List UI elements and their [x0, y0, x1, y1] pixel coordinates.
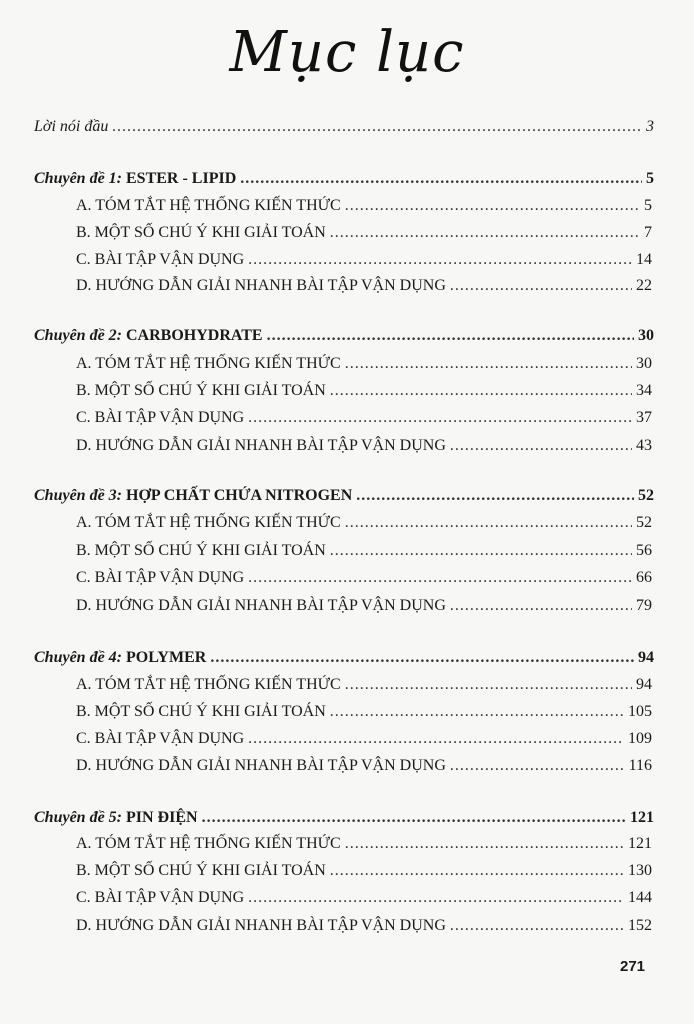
dot-leader [450, 917, 624, 935]
section-label: C. BÀI TẬP VẬN DỤNG [76, 889, 245, 906]
section-page: 5 [644, 197, 652, 214]
dot-leader [450, 757, 625, 775]
dot-leader [112, 118, 642, 136]
chapter-page: 121 [630, 809, 654, 826]
chapter-page: 5 [646, 170, 654, 187]
toc-chapter-5[interactable] [34, 809, 654, 827]
section-label: A. TÓM TẮT HỆ THỐNG KIẾN THỨC [76, 355, 341, 372]
toc-entry-intro[interactable] [34, 118, 654, 136]
dot-leader [267, 327, 634, 345]
toc-section[interactable] [76, 355, 652, 373]
toc-section[interactable] [76, 730, 652, 748]
chapter-label [34, 170, 236, 188]
dot-leader [248, 569, 632, 587]
section-page: 43 [636, 437, 652, 454]
dot-leader [345, 676, 632, 694]
chapter-page: 94 [638, 649, 654, 666]
dot-leader [248, 409, 632, 427]
chapter-name: ESTER - LIPID [126, 170, 237, 187]
toc-section[interactable] [76, 597, 652, 615]
chapter-label [34, 327, 263, 345]
dot-leader [330, 703, 624, 721]
toc-section[interactable] [76, 835, 652, 853]
toc-section[interactable] [76, 757, 652, 775]
chapter-label [34, 649, 206, 667]
dot-leader [240, 170, 642, 188]
toc-section[interactable] [76, 251, 652, 269]
dot-leader [330, 224, 640, 242]
section-label: B. MỘT SỐ CHÚ Ý KHI GIẢI TOÁN [76, 542, 326, 559]
section-label: B. MỘT SỐ CHÚ Ý KHI GIẢI TOÁN [76, 224, 326, 241]
toc-section[interactable] [76, 409, 652, 427]
section-label: A. TÓM TẮT HỆ THỐNG KIẾN THỨC [76, 835, 341, 852]
toc-chapter-4[interactable] [34, 649, 654, 667]
toc-section[interactable] [76, 569, 652, 587]
section-label: B. MỘT SỐ CHÚ Ý KHI GIẢI TOÁN [76, 703, 326, 720]
dot-leader [345, 514, 632, 532]
section-label: A. TÓM TẮT HỆ THỐNG KIẾN THỨC [76, 676, 341, 693]
toc-entry-page: 3 [646, 118, 654, 135]
chapter-prefix: Chuyên đề 3: [34, 487, 122, 504]
section-page: 105 [628, 703, 652, 720]
section-label: B. MỘT SỐ CHÚ Ý KHI GIẢI TOÁN [76, 382, 326, 399]
section-label: D. HƯỚNG DẪN GIẢI NHANH BÀI TẬP VẬN DỤNG [76, 277, 446, 294]
dot-leader [330, 542, 632, 560]
dot-leader [356, 487, 634, 505]
chapter-name: CARBOHYDRATE [126, 327, 263, 344]
chapter-name: HỢP CHẤT CHỨA NITROGEN [126, 487, 353, 504]
toc-section[interactable] [76, 514, 652, 532]
section-label: C. BÀI TẬP VẬN DỤNG [76, 409, 245, 426]
dot-leader [450, 437, 632, 455]
chapter-name: POLYMER [126, 649, 207, 666]
section-page: 66 [636, 569, 652, 586]
toc-section[interactable] [76, 437, 652, 455]
section-page: 116 [628, 757, 652, 774]
chapter-label [34, 487, 352, 505]
dot-leader [248, 251, 632, 269]
section-page: 121 [628, 835, 652, 852]
page-title: Mục lục [229, 20, 465, 85]
section-page: 109 [628, 730, 652, 747]
section-page: 22 [636, 277, 652, 294]
dot-leader [345, 355, 632, 373]
section-page: 152 [628, 917, 652, 934]
section-page: 52 [636, 514, 652, 531]
toc-section[interactable] [76, 703, 652, 721]
section-label: C. BÀI TẬP VẬN DỤNG [76, 251, 245, 268]
chapter-prefix: Chuyên đề 1: [34, 170, 122, 187]
section-label: A. TÓM TẮT HỆ THỐNG KIẾN THỨC [76, 514, 341, 531]
toc-chapter-1[interactable] [34, 170, 654, 188]
dot-leader [345, 835, 624, 853]
chapter-page: 30 [638, 327, 654, 344]
toc-section[interactable] [76, 676, 652, 694]
chapter-label [34, 809, 198, 827]
section-label: D. HƯỚNG DẪN GIẢI NHANH BÀI TẬP VẬN DỤNG [76, 917, 446, 934]
section-page: 130 [628, 862, 652, 879]
section-label: C. BÀI TẬP VẬN DỤNG [76, 569, 245, 586]
dot-leader [330, 382, 632, 400]
section-label: D. HƯỚNG DẪN GIẢI NHANH BÀI TẬP VẬN DỤNG [76, 757, 446, 774]
toc-entry-label: Lời nói đầu [34, 118, 109, 135]
dot-leader [202, 809, 626, 827]
dot-leader [248, 730, 624, 748]
chapter-prefix: Chuyên đề 4: [34, 649, 122, 666]
toc-section[interactable] [76, 224, 652, 242]
section-page: 30 [636, 355, 652, 372]
toc-section[interactable] [76, 277, 652, 295]
dot-leader [450, 277, 632, 295]
section-page: 14 [636, 251, 652, 268]
chapter-name: PIN ĐIỆN [126, 809, 198, 826]
page-number: 271 [620, 958, 646, 975]
dot-leader [210, 649, 634, 667]
dot-leader [248, 889, 624, 907]
section-label: D. HƯỚNG DẪN GIẢI NHANH BÀI TẬP VẬN DỤNG [76, 597, 446, 614]
section-page: 34 [636, 382, 652, 399]
toc-chapter-3[interactable] [34, 487, 654, 505]
toc-section[interactable] [76, 382, 652, 400]
section-label: D. HƯỚNG DẪN GIẢI NHANH BÀI TẬP VẬN DỤNG [76, 437, 446, 454]
section-page: 56 [636, 542, 652, 559]
chapter-prefix: Chuyên đề 2: [34, 327, 122, 344]
section-label: C. BÀI TẬP VẬN DỤNG [76, 730, 245, 747]
toc-section[interactable] [76, 542, 652, 560]
toc-section[interactable] [76, 889, 652, 907]
chapter-page: 52 [638, 487, 654, 504]
dot-leader [330, 862, 624, 880]
section-page: 7 [644, 224, 652, 241]
dot-leader [345, 197, 640, 215]
section-label: B. MỘT SỐ CHÚ Ý KHI GIẢI TOÁN [76, 862, 326, 879]
toc-section[interactable] [76, 197, 652, 215]
section-page: 37 [636, 409, 652, 426]
dot-leader [450, 597, 632, 615]
section-page: 79 [636, 597, 652, 614]
toc-section[interactable] [76, 917, 652, 935]
section-page: 94 [636, 676, 652, 693]
chapter-prefix: Chuyên đề 5: [34, 809, 122, 826]
section-page: 144 [628, 889, 652, 906]
toc-section[interactable] [76, 862, 652, 880]
toc-chapter-2[interactable] [34, 327, 654, 345]
section-label: A. TÓM TẮT HỆ THỐNG KIẾN THỨC [76, 197, 341, 214]
